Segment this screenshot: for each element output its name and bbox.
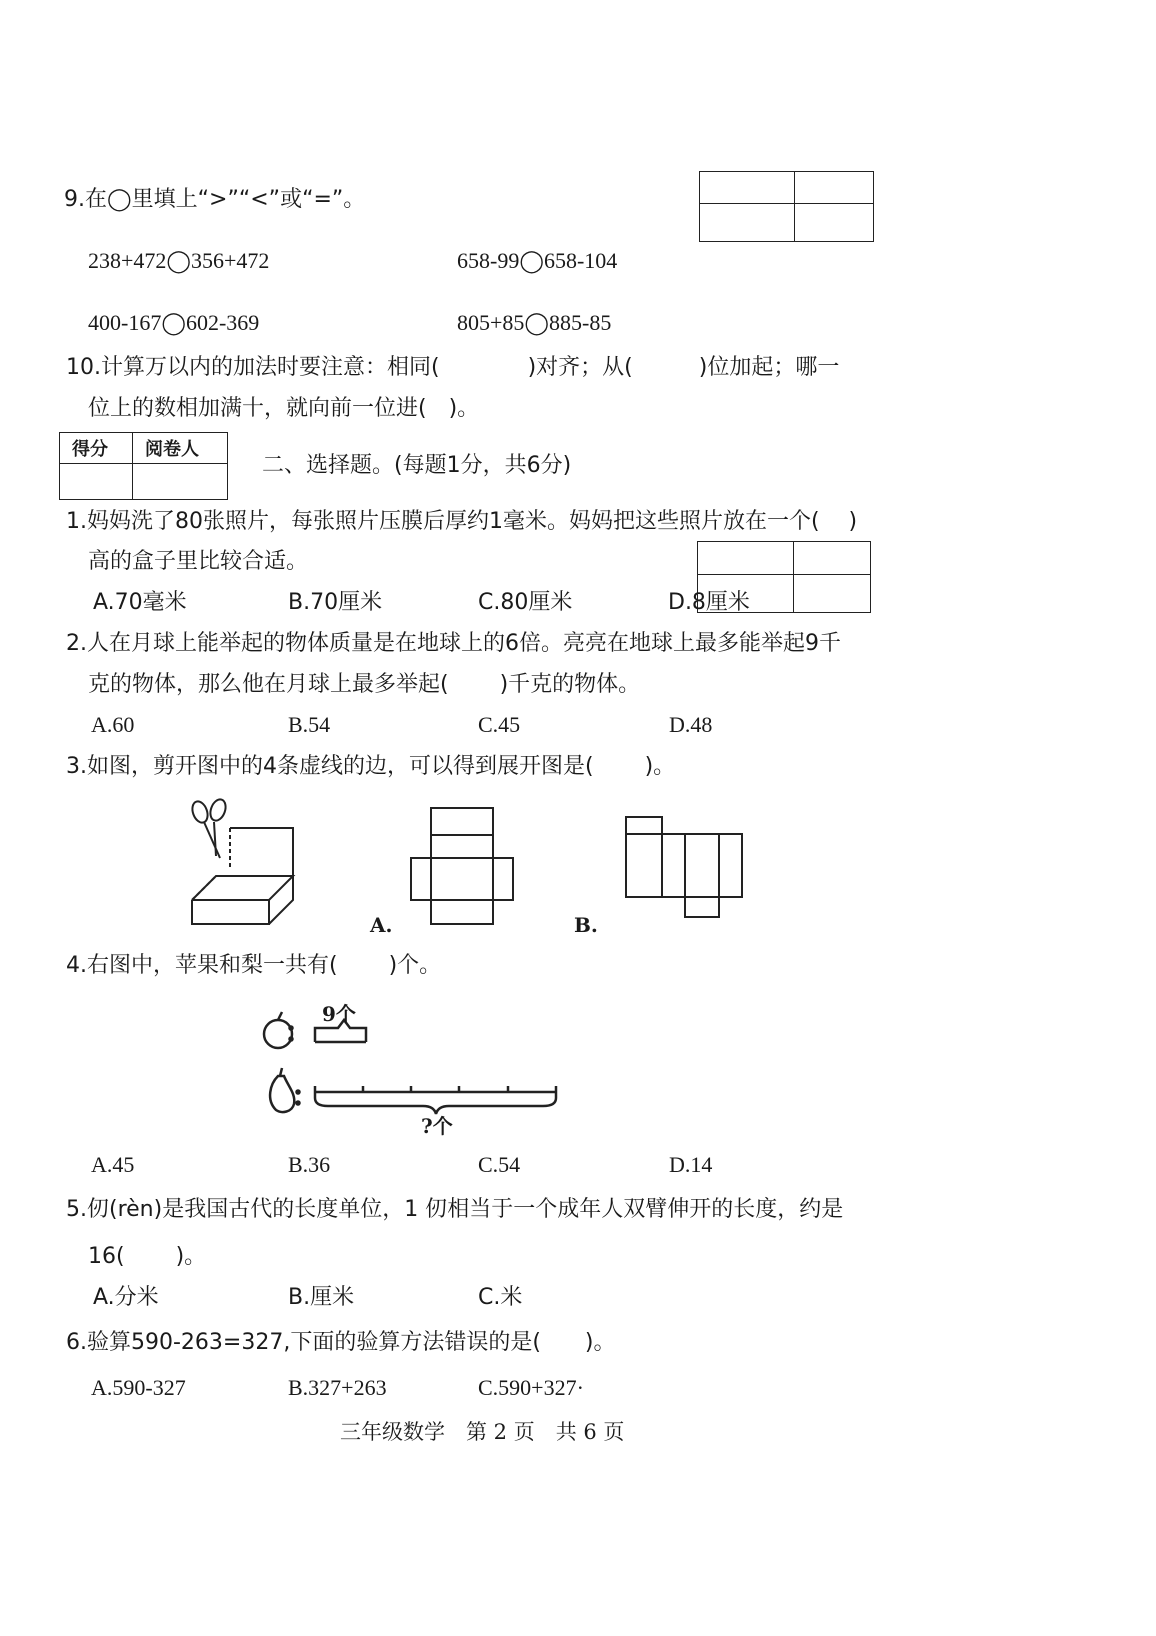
grader-label: 阅卷人 [145, 439, 199, 460]
c5-option: A.分米 [93, 1285, 159, 1310]
c6-option: A.590-327 [91, 1375, 186, 1400]
c4-option: A.45 [91, 1152, 135, 1177]
c1-option: C.80厘米 [478, 590, 573, 615]
net-a-label: A. [370, 913, 393, 937]
page-footer: 三年级数学 第 2 页 共 6 页 [340, 1420, 625, 1444]
q9-item: 805+85◯885-85 [457, 310, 612, 335]
q9-item: 238+472◯356+472 [88, 248, 270, 273]
total-unknown-label: ?个 [421, 1114, 453, 1138]
apple-count-label: 9个 [322, 1002, 356, 1026]
corner-answer-grid [699, 171, 874, 242]
q9-item: 658-99◯658-104 [457, 248, 618, 273]
net-figure-b [625, 816, 745, 918]
c6-option: B.327+263 [288, 1375, 387, 1400]
c5-line2: 16( )。 [88, 1244, 207, 1269]
q10-line1: 10.计算万以内的加法时要注意：相同( )对齐；从( )位加起；哪一 [66, 355, 840, 380]
box-with-scissors-figure [180, 796, 310, 928]
net-b-label: B. [574, 913, 598, 937]
c2-option: B.54 [288, 712, 331, 737]
c6-stem: 6.验算590-263=327,下面的验算方法错误的是( )。 [66, 1330, 616, 1355]
net-figure-a [410, 807, 535, 925]
c6-option: C.590+327· [478, 1375, 584, 1400]
c3-stem: 3.如图，剪开图中的4条虚线的边，可以得到展开图是( )。 [66, 754, 676, 779]
c2-option: D.48 [669, 712, 713, 737]
c1-line2: 高的盒子里比较合适。 [88, 549, 309, 574]
section-title: 二、选择题。(每题1分，共6分) [262, 453, 572, 478]
score-box [59, 432, 228, 500]
c4-option: D.14 [669, 1152, 713, 1177]
c4-option: C.54 [478, 1152, 521, 1177]
c1-option: A.70毫米 [93, 590, 187, 615]
apple-pear-diagram [258, 1006, 568, 1141]
apple-icon [264, 1020, 292, 1048]
q10-line2: 位上的数相加满十，就向前一位进( )。 [88, 396, 480, 421]
c4-option: B.36 [288, 1152, 331, 1177]
c1-option: B.70厘米 [288, 590, 383, 615]
score-label: 得分 [72, 439, 108, 460]
c5-line1: 5.仞(rèn)是我国古代的长度单位，1 仞相当于一个成年人双臂伸开的长度，约是 [66, 1197, 844, 1222]
c2-line1: 2.人在月球上能举起的物体质量是在地球上的6倍。亮亮在地球上最多能举起9千 [66, 631, 841, 656]
c2-line2: 克的物体，那么他在月球上最多举起( )千克的物体。 [88, 672, 641, 697]
c5-option: C.米 [478, 1285, 523, 1310]
c1-option: D.8厘米 [668, 590, 750, 615]
c2-option: A.60 [91, 712, 135, 737]
q9-item: 400-167◯602-369 [88, 310, 260, 335]
c1-line1: 1.妈妈洗了80张照片，每张照片压膜后厚约1毫米。妈妈把这些照片放在一个( ) [66, 509, 858, 534]
c2-option: C.45 [478, 712, 521, 737]
c4-stem: 4.右图中，苹果和梨一共有( )个。 [66, 953, 442, 978]
q9-stem: 9.在◯里填上“>”“<”或“=”。 [64, 187, 366, 212]
pear-icon [270, 1076, 294, 1112]
c5-option: B.厘米 [288, 1285, 355, 1310]
